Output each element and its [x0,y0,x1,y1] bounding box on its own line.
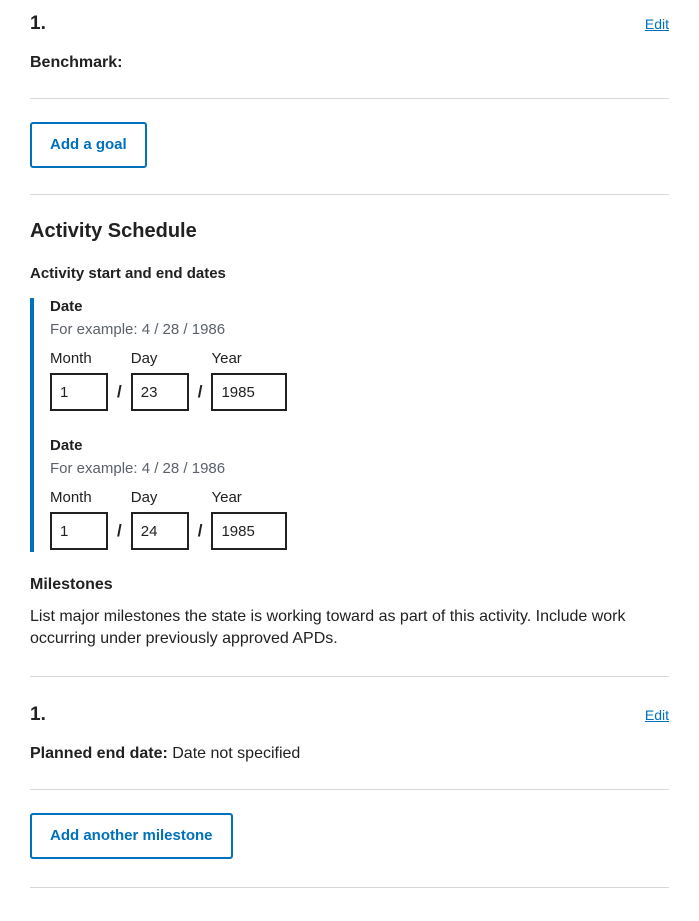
benchmark-label: Benchmark: [30,54,123,71]
end-year-field [211,489,287,550]
divider-after-milestone-entry [30,789,669,790]
end-day-input[interactable] [131,512,189,550]
divider-after-benchmark [30,98,669,99]
end-date-fields [50,489,669,550]
start-month-label: Month [50,350,92,367]
add-a-goal-button[interactable]: Add a goal [30,122,147,168]
end-month-field [50,489,108,550]
start-year-label: Year [211,350,242,367]
add-another-milestone-button[interactable]: Add another milestone [30,813,233,859]
start-date-separator-1: / [117,382,122,401]
milestones-title: Milestones [30,576,113,593]
activity-dates-subtitle: Activity start and end dates [30,265,226,282]
end-date-group [50,437,669,552]
milestones-description: List major milestones the state is working toward as part of this activity. Include work occurring under previously approved APDs. [30,608,626,647]
divider-before-activity-schedule [30,194,669,195]
start-date-fields [50,350,669,411]
end-day-field [131,489,189,550]
goal-edit-link[interactable]: Edit [644,16,669,32]
start-date-hint: For example: 4 / 28 / 1986 [50,321,226,338]
divider-bottom [30,887,669,888]
end-year-label: Year [211,489,242,506]
start-day-field [131,350,189,411]
planned-end-date-label: Planned end date: [30,745,168,762]
end-date-separator-1: / [117,521,122,540]
activity-dates-fieldset [30,298,669,552]
start-date-group [50,298,669,413]
milestone-number: 1. [30,704,46,725]
start-year-field [211,350,287,411]
start-day-input[interactable] [131,373,189,411]
end-day-label: Day [130,489,158,506]
end-month-label: Month [50,489,92,506]
goal-header-row [30,0,669,36]
start-year-input[interactable] [211,373,287,411]
end-date-separator-2: / [197,521,203,540]
end-month-input[interactable] [50,512,108,550]
start-date-legend: Date [50,298,83,315]
start-month-input[interactable] [50,373,108,411]
start-date-separator-2: / [197,382,203,401]
start-day-label: Day [130,350,158,367]
end-date-hint: For example: 4 / 28 / 1986 [50,460,226,477]
start-month-field [50,350,108,411]
end-date-legend: Date [50,437,83,454]
end-year-input[interactable] [211,512,287,550]
activity-schedule-title: Activity Schedule [30,220,197,242]
milestone-header-row [30,691,669,727]
planned-end-date-value: Date not specified [172,745,301,762]
milestone-edit-link[interactable]: Edit [644,707,669,723]
milestone-spacer [30,677,669,691]
planned-end-date-row [30,745,669,763]
goal-number: 1. [30,13,46,34]
